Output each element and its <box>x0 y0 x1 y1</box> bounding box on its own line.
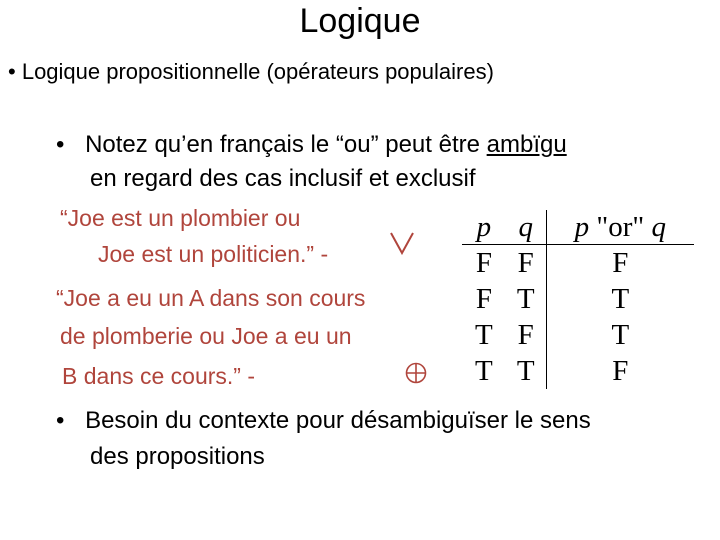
bullet-1 <box>8 56 494 88</box>
cell-q: T <box>506 281 546 317</box>
logical-or-icon <box>382 225 422 261</box>
header-p-or-q-q: q <box>651 210 666 243</box>
cell-p: F <box>475 282 492 315</box>
truth-table-row <box>462 281 694 317</box>
cell-q: F <box>506 245 546 282</box>
bullet-3-text: Besoin du contexte pour désambiguïser le sens <box>85 407 591 434</box>
bullet-2 <box>56 128 567 162</box>
cell-q: F <box>506 317 546 353</box>
bullet-3-marker: • <box>56 407 65 434</box>
bullet-2-marker: • <box>56 131 65 158</box>
header-q: q <box>506 210 546 245</box>
truth-table-row <box>462 353 694 389</box>
truth-table-header-row <box>462 210 694 245</box>
example-2-line-3: B dans ce cours.” - <box>62 363 256 389</box>
truth-table-row <box>462 317 694 353</box>
bullet-2-line-2: en regard des cas inclusif et exclusif <box>90 165 476 192</box>
truth-table-row <box>462 245 694 282</box>
example-2-line-2: de plomberie ou Joe a eu un <box>60 323 352 349</box>
exclusive-or-icon <box>403 360 429 386</box>
cell-result: T <box>611 318 630 351</box>
cell-p: T <box>475 318 493 351</box>
slide-title: Logique <box>299 2 421 40</box>
example-2-line-1: “Joe a eu un A dans son cours <box>56 285 366 311</box>
cell-result: T <box>611 282 630 315</box>
bullet-1-text: Logique propositionnelle (opérateurs populaires) <box>21 59 494 84</box>
cell-q: T <box>506 353 546 389</box>
cell-result: F <box>612 246 629 279</box>
header-p-or-q-op: "or" <box>596 210 645 243</box>
example-1-line-1: “Joe est un plombier ou <box>60 205 301 231</box>
header-p: p <box>476 210 492 243</box>
example-1-line-2: Joe est un politicien.” - <box>98 241 329 267</box>
bullet-3-line-2: des propositions <box>90 443 265 470</box>
truth-table <box>462 210 694 389</box>
bullet-1-marker: • <box>8 59 16 84</box>
cell-p: F <box>475 246 492 279</box>
header-p-or-q <box>546 210 694 245</box>
bullet-3 <box>56 404 591 438</box>
header-p-or-q-p: p <box>574 210 590 243</box>
cell-p: T <box>475 354 493 387</box>
bullet-2-text: Notez qu’en français le “ou” peut être <box>85 131 487 158</box>
bullet-2-underlined-word: ambïgu <box>486 131 567 158</box>
cell-result: F <box>612 354 629 387</box>
